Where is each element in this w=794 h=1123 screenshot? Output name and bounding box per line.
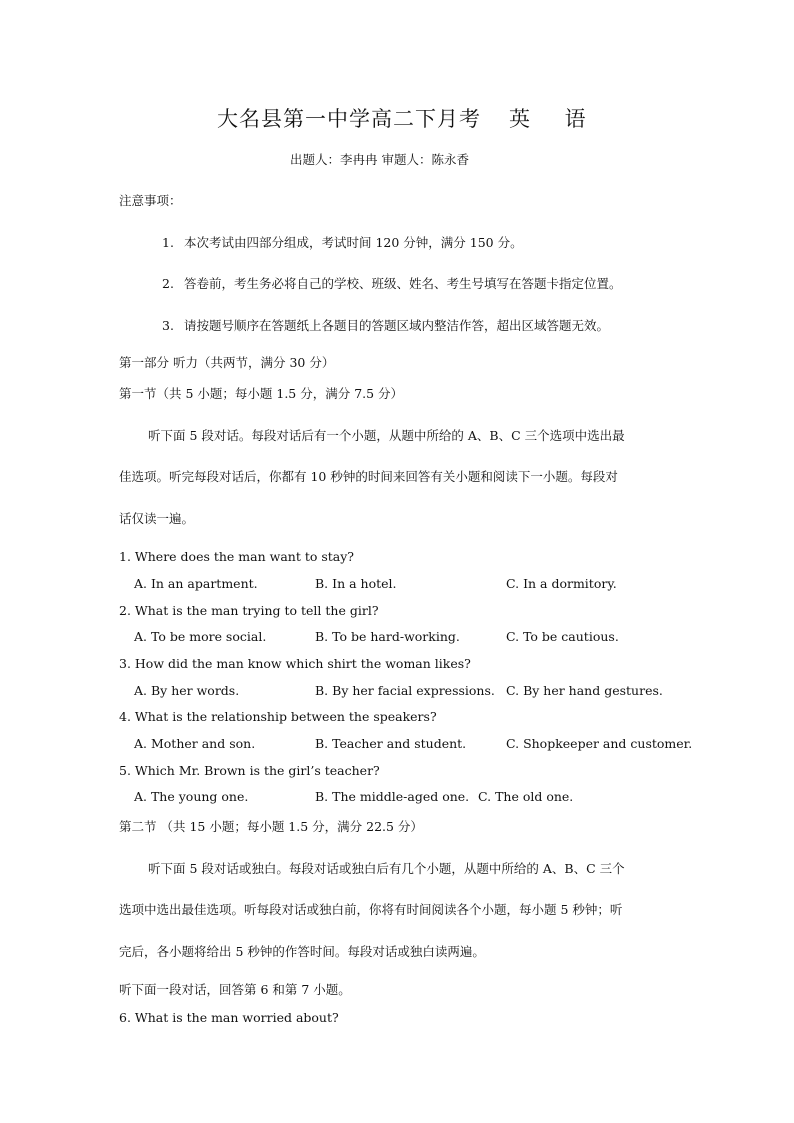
section1-instruction-line: 话仅读一遍。 xyxy=(119,511,195,526)
question-stem: 1. Where does the man want to stay? xyxy=(119,549,355,564)
option-c: C. Shopkeeper and customer. xyxy=(506,736,693,751)
notice-item xyxy=(162,318,609,334)
notice-item xyxy=(162,235,523,251)
notice-item-text: 本次考试由四部分组成，考试时间 120 分钟，满分 150 分。 xyxy=(184,235,523,250)
dialogue-intro: 听下面一段对话，回答第 6 和第 7 小题。 xyxy=(119,982,351,997)
section2-instruction-line: 完后，各小题将给出 5 秒钟的作答时间。每段对话或独白读两遍。 xyxy=(119,944,485,959)
option-c: C. The old one. xyxy=(478,789,574,804)
question-stem: 2. What is the man trying to tell the girl? xyxy=(119,603,379,618)
option-a: A. By her words. xyxy=(134,683,240,698)
question-stem: 5. Which Mr. Brown is the girl’s teacher? xyxy=(119,763,380,778)
notice-item xyxy=(162,276,622,292)
option-a: A. The young one. xyxy=(134,789,249,804)
notice-item-number: 1. xyxy=(162,235,174,250)
option-c: C. By her hand gestures. xyxy=(506,683,663,698)
option-b: B. In a hotel. xyxy=(315,576,397,591)
option-c: C. In a dormitory. xyxy=(506,576,617,591)
section1-heading: 第一节（共 5 小题；每小题 1.5 分，满分 7.5 分） xyxy=(119,386,404,401)
section2-heading: 第二节 （共 15 小题；每小题 1.5 分，满分 22.5 分） xyxy=(119,819,423,834)
notice-item-text: 请按题号顺序在答题纸上各题目的答题区域内整洁作答，超出区域答题无效。 xyxy=(184,318,610,333)
exam-title-text: 大名县第一中学高二下月考 xyxy=(217,107,481,131)
exam-title xyxy=(217,106,600,132)
notice-heading: 注意事项： xyxy=(119,193,182,208)
question-stem: 6. What is the man worried about? xyxy=(119,1010,339,1025)
notice-item-text: 答卷前，考生务必将自己的学校、班级、姓名、考生号填写在答题卡指定位置。 xyxy=(184,276,622,291)
option-a: A. To be more social. xyxy=(134,629,267,644)
part1-heading: 第一部分 听力（共两节，满分 30 分） xyxy=(119,355,335,370)
option-b: B. Teacher and student. xyxy=(315,736,467,751)
option-b: B. To be hard-working. xyxy=(315,629,460,644)
option-b: B. The middle-aged one. xyxy=(315,789,470,804)
question-stem: 4. What is the relationship between the speakers? xyxy=(119,709,437,724)
exam-authors: 出题人：李冉冉 审题人：陈永香 xyxy=(290,152,469,167)
notice-item-number: 3. xyxy=(162,318,174,333)
option-b: B. By her facial expressions. xyxy=(315,683,495,698)
exam-subject: 英 语 xyxy=(509,107,600,131)
option-a: A. In an apartment. xyxy=(134,576,258,591)
section2-instruction-line: 听下面 5 段对话或独白。每段对话或独白后有几个小题，从题中所给的 A、B、C 三个 xyxy=(148,861,625,876)
section1-instruction-line: 佳选项。听完每段对话后，你都有 10 秒钟的时间来回答有关小题和阅读下一小题。每段对 xyxy=(119,469,618,484)
question-stem: 3. How did the man know which shirt the woman likes? xyxy=(119,656,471,671)
option-a: A. Mother and son. xyxy=(134,736,256,751)
section2-instruction-line: 选项中选出最佳选项。听每段对话或独白前，你将有时间阅读各个小题，每小题 5 秒钟；听 xyxy=(119,902,623,917)
section1-instruction-line: 听下面 5 段对话。每段对话后有一个小题，从题中所给的 A、B、C 三个选项中选出最 xyxy=(148,428,625,443)
option-c: C. To be cautious. xyxy=(506,629,619,644)
notice-item-number: 2. xyxy=(162,276,174,291)
